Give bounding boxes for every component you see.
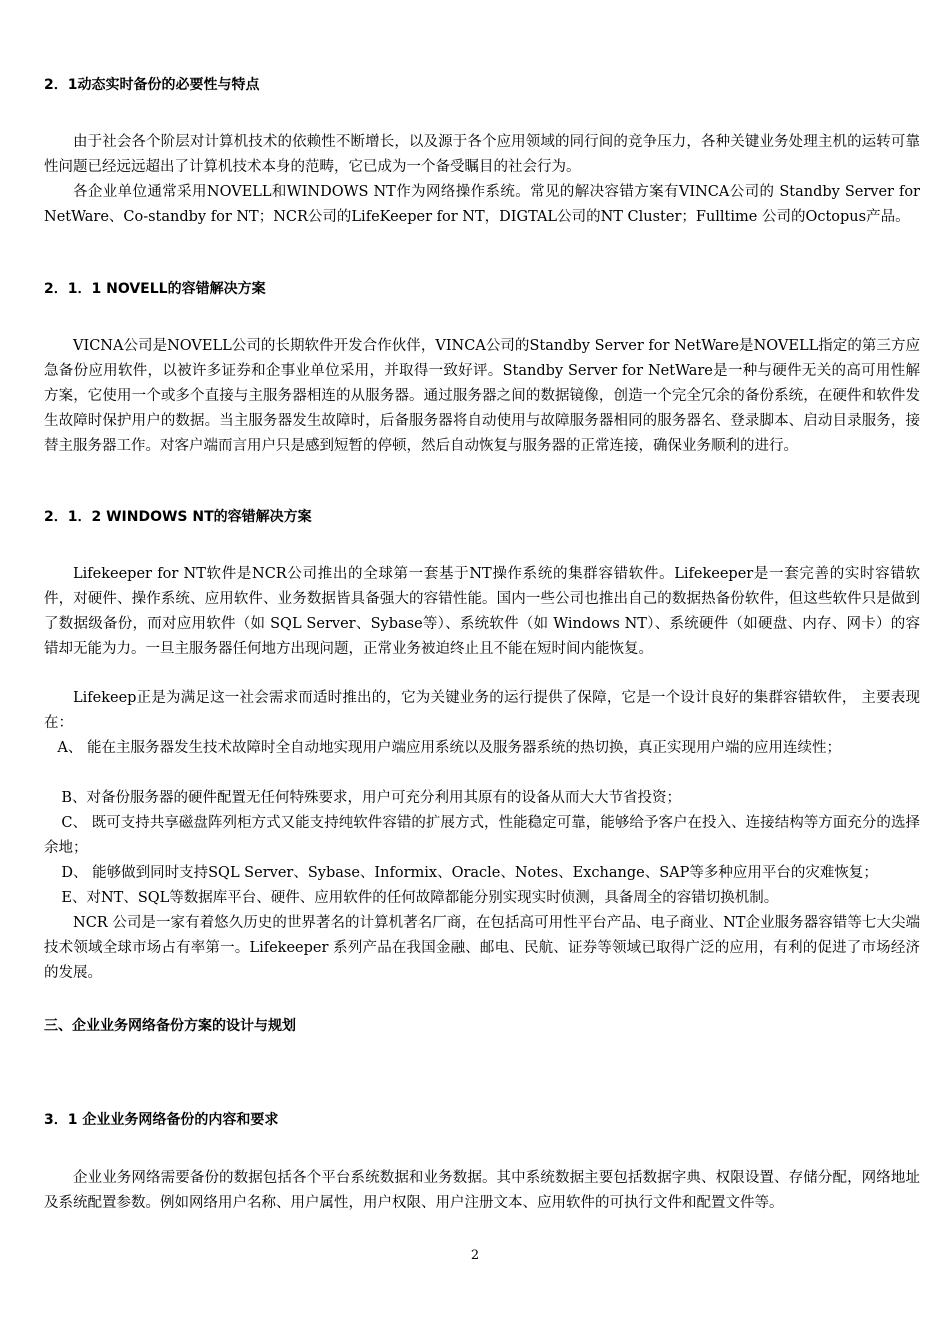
section-heading-2-1-1: 2．1．1 NOVELL的容错解决方案 bbox=[44, 281, 266, 297]
page-number: 2 bbox=[470, 1248, 480, 1263]
paragraph-7: 企业业务网络需要备份的数据包括各个平台系统数据和业务数据。其中系统数据主要包括数据字典、权限设置、存储分配，网络地址及系统配置参数。例如网络用户名称、用户属性，用户权限、用户注册文本、应用软件的可执行文件和配置文件等。 bbox=[44, 1170, 920, 1211]
paragraph-2: 各企业单位通常采用NOVELL和WINDOWS NT作为网络操作系统。常见的解决容错方案有VINCA公司的 Standby Server for NetWare、Co-standby for NT；NCR公司的LifeKeeper for NT，DIGTAL公司的NT Cluster；Fulltime 公司的Octopus产品。 bbox=[44, 184, 920, 225]
list-item-c: C、 既可支持共享磁盘阵列柜方式又能支持纯软件容错的扩展方式，性能稳定可靠，能够给予客户在投入、连接结构等方面充分的选择余地； bbox=[44, 815, 920, 856]
list-item-e: E、对NT、SQL等数据库平台、硬件、应用软件的任何故障都能分别实现实时侦测，具备周全的容错切换机制。 bbox=[61, 890, 779, 906]
section-heading-3-1: 3．1 企业业务网络备份的内容和要求 bbox=[44, 1112, 279, 1128]
section-heading-2-1: 2．1动态实时备份的必要性与特点 bbox=[44, 77, 260, 93]
chapter-heading-3: 三、企业业务网络备份方案的设计与规划 bbox=[44, 1018, 296, 1034]
paragraph-1: 由于社会各个阶层对计算机技术的依赖性不断增长，以及源于各个应用领域的同行间的竞争压力，各种关键业务处理主机的运转可靠性问题已经远远超出了计算机技术本身的范畴，它已成为一个备受瞩目的社会行为。 bbox=[44, 134, 920, 175]
paragraph-5: Lifekeep正是为满足这一社会需求而适时推出的，它为关键业务的运行提供了保障，它是一个设计良好的集群容错软件， 主要表现在： bbox=[44, 690, 920, 731]
paragraph-6: NCR 公司是一家有着悠久历史的世界著名的计算机著名厂商，在包括高可用性平台产品、电子商业、NT企业服务器容错等七大尖端技术领域全球市场占有率第一。Lifekeeper 系列产品在我国金融、邮电、民航、证券等领域已取得广泛的应用，有利的促进了市场经济的发展。 bbox=[44, 915, 920, 981]
list-item-d: D、 能够做到同时支持SQL Server、Sybase、Informix、Oracle、Notes、Exchange、SAP等多种应用平台的灾难恢复； bbox=[61, 865, 878, 881]
paragraph-4: Lifekeeper for NT软件是NCR公司推出的全球第一套基于NT操作系统的集群容错软件。Lifekeeper是一套完善的实时容错软件，对硬件、操作系统、应用软件、业务数据皆具备强大的容错性能。国内一些公司也推出自己的数据热备份软件，但这些软件只是做到了数据级备份，而对应用软件（如 SQL Server、Sybase等）、系统软件（如 Windows NT）、系统硬件（如硬盘、内存、网卡）的容错却无能为力。一旦主服务器任何地方出现问题，正常业务被迫终止且不能在短时间内能恢复。 bbox=[44, 566, 920, 657]
list-item-b: B、对备份服务器的硬件配置无任何特殊要求，用户可充分利用其原有的设备从而大大节省投资； bbox=[61, 790, 682, 806]
list-item-a: A、 能在主服务器发生技术故障时全自动地实现用户端应用系统以及服务器系统的热切换，真正实现用户端的应用连续性； bbox=[57, 740, 841, 756]
paragraph-3: VICNA公司是NOVELL公司的长期软件开发合作伙伴，VINCA公司的Standby Server for NetWare是NOVELL指定的第三方应急备份应用软件，以被许多证券和企事业单位采用，并取得一致好评。Standby Server for NetWare是一种与硬件无关的高可用性解方案，它使用一个或多个直接与主服务器相连的从服务器。通过服务器之间的数据镜像，创造一个完全冗余的备份系统，在硬件和软件发生故障时保护用户的数据。当主服务器发生故障时，后备服务器将自动使用与故障服务器相同的服务器名、登录脚本、启动目录服务，接替主服务器工作。对客户端而言用户只是感到短暂的停顿，然后自动恢复与服务器的正常连接，确保业务顺利的进行。 bbox=[44, 338, 920, 454]
section-heading-2-1-2: 2．1．2 WINDOWS NT的容错解决方案 bbox=[44, 509, 312, 525]
